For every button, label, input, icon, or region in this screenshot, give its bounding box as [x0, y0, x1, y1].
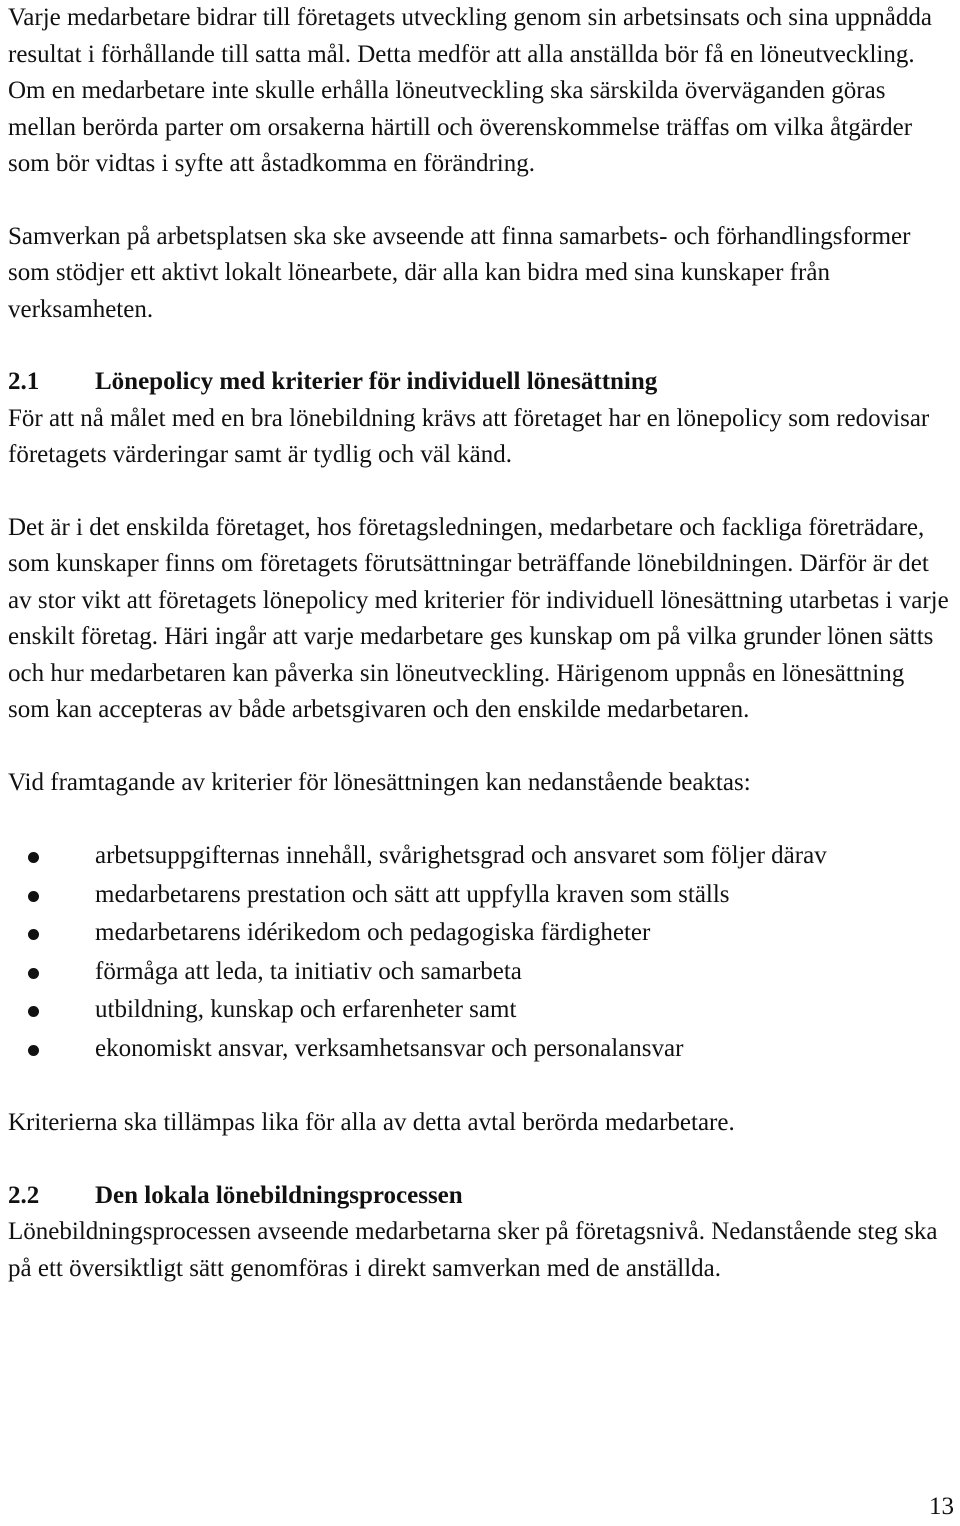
cooperation-paragraph: Samverkan på arbetsplatsen ska ske avseende att finna samarbets- och förhandlingsformer som stödjer ett aktivt lokalt lönearbete, där alla kan bidra med sina kunskaper från verksamheten.	[8, 222, 911, 323]
bullet-icon	[28, 968, 39, 979]
criteria-application-paragraph: Kriterierna ska tillämpas lika för alla av detta avtal berörda medarbetare.	[8, 1109, 735, 1136]
bullet-icon	[28, 1045, 39, 1056]
section-heading-2-2	[8, 1178, 952, 1215]
section-number: 2.2	[8, 1181, 40, 1209]
process-paragraph: Lönebildningsprocessen avseende medarbetarna sker på företagsnivå. Nedanstående steg ska på ett översiktligt sätt genomföras i direkt samverkan med de anställda.	[8, 1218, 938, 1282]
section-title: Lönepolicy med kriterier för individuell lönesättning	[95, 368, 658, 395]
list-item-text: medarbetarens idérikedom och pedagogiska färdigheter	[95, 919, 651, 946]
list-item	[8, 838, 952, 875]
section-heading-2-1	[8, 364, 952, 401]
bullet-icon	[28, 852, 39, 863]
page-number: 13	[929, 1493, 954, 1520]
list-item	[8, 915, 952, 952]
bullet-icon	[28, 929, 39, 940]
criteria-intro-paragraph: Vid framtagande av kriterier för lönesättningen kan nedanstående beaktas:	[8, 768, 751, 796]
list-item	[8, 954, 952, 991]
bullet-icon	[28, 891, 39, 902]
list-item	[8, 992, 952, 1029]
intro-paragraph: Varje medarbetare bidrar till företagets utveckling genom sin arbetsinsats och sina uppnådda resultat i förhållande till satta mål. Detta medför att alla anställda bör få en löneutveckling. Om en medarbetare inte skulle erhålla löneutveckling ska särskilda överväganden göras mellan berörda parter om orsakerna härtill och överenskommelse träffas om vilka åtgärder som bör vidtas i syfte att åstadkomma en förändring.	[8, 4, 932, 177]
criteria-list	[8, 838, 952, 1067]
list-item-text: ekonomiskt ansvar, verksamhetsansvar och personalansvar	[95, 1034, 684, 1062]
list-item-text: utbildning, kunskap och erfarenheter samt	[95, 996, 517, 1023]
list-item-text: förmåga att leda, ta initiativ och samarbeta	[95, 957, 522, 985]
company-paragraph: Det är i det enskilda företaget, hos företagsledningen, medarbetare och fackliga företrädare, som kunskaper finns om företagets förutsättningar beträffande lönebildningen. Därför är det av stor vikt att företagets lönepolicy med kriterier för individuell lönesättning utarbetas i varje enskilt företag. Häri ingår att varje medarbetare ges kunskap om på vilka grunder lönen sätts och hur medarbetaren kan påverka sin löneutveckling. Härigenom uppnås en lönesättning som kan accepteras av både arbetsgivaren och den enskilde medarbetaren.	[8, 513, 949, 723]
list-item	[8, 1031, 952, 1068]
list-item-text: medarbetarens prestation och sätt att uppfylla kraven som ställs	[95, 880, 730, 908]
section-number: 2.1	[8, 368, 40, 395]
document-page	[8, 0, 952, 1287]
policy-paragraph: För att nå målet med en bra lönebildning krävs att företaget har en lönepolicy som redovisar företagets värderingar samt är tydlig och väl känd.	[8, 404, 930, 468]
section-title: Den lokala lönebildningsprocessen	[95, 1181, 463, 1209]
list-item-text: arbetsuppgifternas innehåll, svårighetsgrad och ansvaret som följer därav	[95, 842, 827, 869]
list-item	[8, 877, 952, 914]
bullet-icon	[28, 1006, 39, 1017]
